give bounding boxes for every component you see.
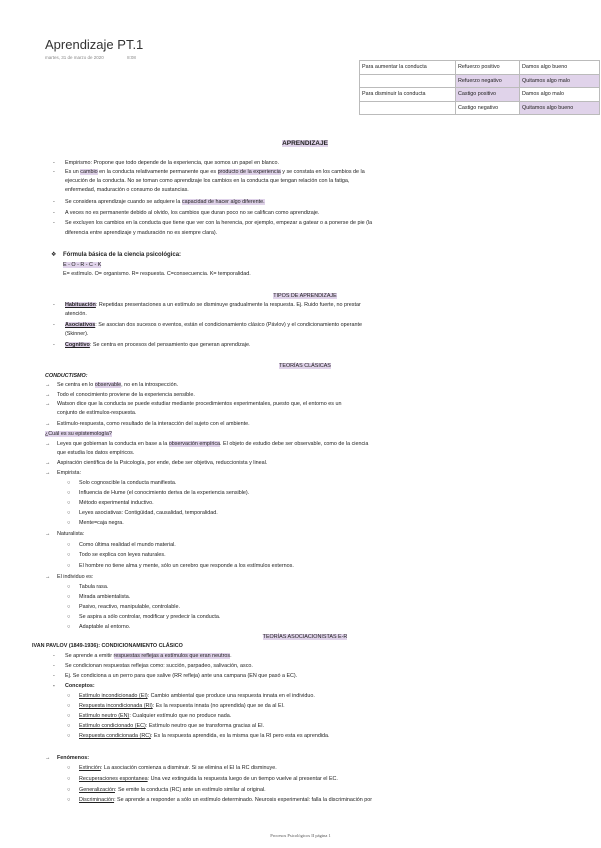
circle-bullet-icon: ○ (67, 693, 71, 699)
table-cell: Damos algo malo (520, 88, 600, 102)
sub-list-item (67, 603, 180, 611)
section-heading-tipos (45, 292, 565, 300)
table-cell: Castigo negativo (456, 101, 520, 115)
list-item (45, 381, 178, 389)
circle-bullet-icon: ○ (67, 584, 71, 590)
term-text: Respuesta incondicionada (RI) (79, 703, 153, 709)
sub-list-item (67, 593, 130, 601)
sub-list-item (67, 692, 315, 700)
item-highlight: observación empírica (168, 441, 221, 447)
arrow-icon: → (45, 470, 51, 476)
item-text: Conceptos: (65, 683, 95, 689)
table-cell: Refuerzo positivo (456, 61, 520, 75)
formula-title (51, 251, 181, 259)
sub-list-item (67, 613, 220, 621)
item-text: en la conducta relativamente permanente que es (97, 169, 218, 175)
item-text: Estímulo-respuesta, como resultado de la interacción del sujeto con el ambiente. (57, 421, 250, 427)
item-text: Leyes que gobiernan la conducta en base a la (57, 441, 169, 447)
item-text: : Se centra en procesos del pensamiento que generan aprendizaje. (89, 342, 251, 348)
sub-list-item (67, 479, 176, 487)
dash-icon: - (53, 653, 55, 659)
item-text: : Cambio ambiental que produce una respuesta innata en el individuo. (147, 693, 315, 699)
term-text: Estímulo neutro (EN) (79, 713, 130, 719)
item-text: Naturalista: (57, 531, 85, 537)
item-text: Ej. Se condiciona a un perro para que salive (RR refleja) ante una campana (EN que pasó a EC). (65, 673, 298, 679)
circle-bullet-icon: ○ (67, 797, 71, 803)
item-text: Se considera aprendizaje cuando se adquiere la (65, 199, 182, 205)
item-highlight: cambio (80, 169, 98, 175)
item-text: Se aspira a sólo controlar, modificar y predecir la conducta. (79, 614, 221, 620)
item-highlight: producto de la experiencia (217, 169, 281, 175)
item-text: : Se emite la conducta (RC) ante un estímulo similar al original. (114, 787, 266, 793)
sub-list-item (67, 623, 130, 631)
item-highlight: observable (94, 382, 122, 388)
dash-icon: - (53, 199, 55, 205)
circle-bullet-icon: ○ (67, 563, 71, 569)
list-item (45, 400, 342, 408)
dash-icon: - (53, 663, 55, 669)
circle-bullet-icon: ○ (67, 542, 71, 548)
circle-bullet-icon: ○ (67, 604, 71, 610)
circle-bullet-icon: ○ (67, 713, 71, 719)
list-item-continued (65, 229, 217, 237)
item-text: : Cualquier estímulo que no produce nada. (129, 713, 232, 719)
circle-bullet-icon: ○ (67, 614, 71, 620)
table-cell: Quitamos algo bueno (520, 101, 600, 115)
item-text: Mirada ambientalista. (79, 594, 131, 600)
arrow-icon: → (45, 441, 51, 447)
dash-icon: - (53, 342, 55, 348)
term-text: Extinción (79, 765, 101, 771)
dash-icon: - (53, 302, 55, 308)
sub-list-item (67, 562, 294, 570)
arrow-icon: → (45, 382, 51, 388)
page-date: martes, 31 de marzo de 2020 (45, 55, 104, 60)
item-text: que estudia los datos empíricos. (57, 450, 135, 456)
table-cell (360, 101, 456, 115)
term-cognitivo: Cognitivo (65, 342, 90, 348)
table-cell: Refuerzo negativo (456, 74, 520, 88)
item-text: conjunto de estímulos-respuesta. (57, 410, 137, 416)
item-text: : Estímulo neutro que se transforma gracias al EI. (145, 723, 265, 729)
item-text: Solo cognoscible la conducta manifiesta. (79, 480, 177, 486)
list-item (53, 672, 297, 680)
sub-list-item (67, 519, 124, 527)
term-habituacion: Habituación (65, 302, 96, 308)
item-text: : Se asocian dos sucesos o eventos, están el condicionamiento clásico (Pávlov) y el condicionamiento operante (95, 322, 362, 328)
arrow-icon: → (45, 401, 51, 407)
sub-list-item (67, 489, 249, 497)
page-time: 8:08 (127, 55, 136, 60)
item-highlight: capacidad de hacer algo diferente. (181, 199, 265, 205)
item-highlight: respuestas reflejas a estímulos que eran neutros (113, 653, 231, 659)
term-asociativos: Asociativos (65, 322, 96, 328)
item-text: Mente=caja negra. (79, 520, 124, 526)
section-heading-clasicas (45, 362, 565, 370)
circle-bullet-icon: ○ (67, 765, 71, 771)
item-text: Tabula rasa. (79, 584, 109, 590)
table-row (360, 74, 600, 88)
conductismo-heading: CONDUCTISMO: (45, 373, 88, 379)
sub-list-item (67, 583, 108, 591)
item-text: A veces no es permanente debido al olvido, los cambios que duran poco no se califican como aprendizaje. (65, 210, 320, 216)
circle-bullet-icon: ○ (67, 510, 71, 516)
term-text: Estímulo incondicionado (EI) (79, 693, 148, 699)
list-item (53, 652, 232, 660)
question-text: ¿Cuál es su epistemología? (45, 431, 112, 437)
circle-bullet-icon: ○ (67, 787, 71, 793)
dash-icon: - (53, 673, 55, 679)
list-item (53, 209, 319, 217)
dash-icon: - (53, 169, 55, 175)
arrow-icon: → (45, 574, 51, 580)
section-heading-aprendizaje (45, 140, 565, 148)
item-text: El individuo es: (57, 574, 94, 580)
dash-icon: - (53, 322, 55, 328)
formula-equation (63, 261, 101, 269)
item-text: Se condicionan respuestas reflejas como: succión, parpadeo, salivación, asco. (65, 663, 253, 669)
item-text: ejecución de la conducta. No se toman como aprendizaje los cambios en la conducta que tengan relación con la fatiga, (65, 178, 350, 184)
term-text: Discriminación (79, 797, 115, 803)
term-text: Estímulo condicionado (EC) (79, 723, 146, 729)
formula-definition (63, 270, 251, 278)
sub-list-item (67, 702, 285, 710)
list-item (45, 754, 89, 762)
list-item-continued (65, 310, 87, 318)
circle-bullet-icon: ○ (67, 723, 71, 729)
sub-list-item (67, 551, 166, 559)
item-text: Aspiración científica de la Psicología, por ende, debe ser objetiva, reduccionista y lineal. (57, 460, 268, 466)
reinforcement-table (359, 60, 600, 115)
list-item (53, 321, 362, 329)
sub-list-item (67, 722, 264, 730)
item-text: Influencia de Hume (el conocimiento deriva de la experiencia sensible). (79, 490, 250, 496)
circle-bullet-icon: ○ (67, 594, 71, 600)
formula-eq-text: E - O - R - C - K (63, 262, 102, 268)
item-text: El hombre no tiene alma y mente, sólo un cerebro que responde a los estímulos externos. (79, 563, 294, 569)
item-text: Pasivo, reactivo, manipulable, controlable. (79, 604, 180, 610)
circle-bullet-icon: ○ (67, 480, 71, 486)
list-item (45, 440, 368, 448)
circle-bullet-icon: ○ (67, 500, 71, 506)
list-item (45, 420, 250, 428)
item-text: : Repetidas presentaciones a un estímulo se disminuye gradualmente la respuesta. Ej. Ruido fuerte, no prestar (95, 302, 361, 308)
sub-list-item (67, 541, 176, 549)
list-item-continued (57, 449, 134, 457)
item-text: Como última realidad el mundo material. (79, 542, 176, 548)
arrow-icon: → (45, 421, 51, 427)
item-text: : Es la respuesta innata (no aprendida) que se da al EI. (152, 703, 285, 709)
circle-bullet-icon: ○ (67, 776, 71, 782)
table-cell: Para disminuir la conducta (360, 88, 456, 102)
circle-bullet-icon: ○ (67, 733, 71, 739)
item-text: : Una vez extinguida la respuesta luego de un tiempo vuelve al presentar el EC. (147, 776, 338, 782)
sub-list-item (67, 732, 330, 740)
list-item (45, 391, 195, 399)
heading-text: TEORÍAS ASOCIACIONISTAS E-R (262, 634, 348, 640)
sub-list-item (67, 775, 338, 783)
item-text: Se centra en lo (57, 382, 95, 388)
list-item (53, 159, 279, 167)
table-row (360, 101, 600, 115)
item-text: Watson dice que la conducta se puede estudiar mediante procedimientos experimentales, puesto que, el entorno es un (57, 401, 342, 407)
dash-icon: - (53, 683, 55, 689)
list-item (53, 341, 251, 349)
list-item (53, 662, 253, 670)
term-text: Respuesta condicionada (RC) (79, 733, 151, 739)
list-item (45, 459, 267, 467)
list-item-continued (65, 177, 349, 185)
item-text: diferencia entre aprendizaje y maduración no es siempre clara). (65, 230, 218, 236)
arrow-icon: → (45, 460, 51, 466)
item-text: Se excluyen los cambios en la conducta que tiene que ver con la herencia, por ejemplo, empezar a gatear o a ponerse de pie (la (65, 220, 373, 226)
item-text: enfermedad, maduración o consumo de sustancias. (65, 187, 189, 193)
list-item (45, 530, 84, 538)
section-heading-asociacionistas (45, 633, 565, 641)
item-text: Se aprende a emitir (65, 653, 114, 659)
item-text: . (230, 653, 232, 659)
item-text: (Skinner). (65, 331, 89, 337)
item-text: Empirista: (57, 470, 81, 476)
circle-bullet-icon: ○ (67, 624, 71, 630)
item-text: Leyes asociativas: Contigüidad, causalidad, temporalidad. (79, 510, 218, 516)
table-cell: Castigo positivo (456, 88, 520, 102)
dash-icon: - (53, 160, 55, 166)
list-item (53, 219, 372, 227)
pavlov-heading: IVAN PAVLOV (1849-1936): CONDICIONAMIENTO CLÁSICO (32, 643, 183, 649)
epistemology-question (45, 430, 112, 438)
page-title: Aprendizaje PT.1 (45, 37, 144, 52)
item-text: : Es la respuesta aprendida, es la misma que la RI pero esta es aprendida. (150, 733, 330, 739)
list-item-continued (65, 186, 189, 194)
table-cell (360, 74, 456, 88)
item-text: . El objeto de estudio debe ser observable, como de la ciencia (220, 441, 369, 447)
list-item-continued (57, 409, 136, 417)
table-cell: Damos algo bueno (520, 61, 600, 75)
page-meta (45, 55, 158, 60)
heading-text: APRENDIZAJE (282, 140, 328, 147)
item-text: Método experimental inductivo. (79, 500, 154, 506)
circle-bullet-icon: ○ (67, 520, 71, 526)
formula-def-text: E= estímulo. O= organismo. R= respuesta. C=consecuencia. K= temporalidad. (63, 271, 251, 277)
item-text: Es un (65, 169, 81, 175)
item-text: Empirismo: Propone que todo depende de la experiencia, que somos un papel en blanco. (65, 160, 279, 166)
sub-list-item (67, 509, 218, 517)
list-item (45, 573, 93, 581)
circle-bullet-icon: ○ (67, 490, 71, 496)
dash-icon: - (53, 220, 55, 226)
term-text: Recuperaciones espontanea (79, 776, 148, 782)
sub-list-item (67, 712, 231, 720)
item-text: : La asociación comienza a disminuir. Si se elimina el EI la RC disminuye. (100, 765, 277, 771)
sub-list-item (67, 786, 266, 794)
list-item (53, 198, 265, 206)
heading-text: TIPOS DE APRENDIZAJE (273, 293, 337, 299)
list-item (45, 469, 81, 477)
item-text: Fenómenos: (57, 755, 90, 761)
circle-bullet-icon: ○ (67, 703, 71, 709)
arrow-icon: → (45, 392, 51, 398)
item-text: : Se aprende a responder a sólo un estímulo determinado. Neurosis experimental: falla la discriminación por (114, 797, 373, 803)
table-row (360, 61, 600, 75)
list-item (53, 168, 365, 176)
item-text: Adaptable al entorno. (79, 624, 131, 630)
item-text: Todo el conocimiento proviene de la experiencia sensible. (57, 392, 195, 398)
arrow-icon: → (45, 531, 51, 537)
diamond-icon: ❖ (51, 252, 57, 258)
arrow-icon: → (45, 755, 51, 761)
item-text: Todo se explica con leyes naturales. (79, 552, 166, 558)
sub-list-item (67, 499, 154, 507)
heading-text: TEORÍAS CLÁSICAS (279, 363, 331, 369)
list-item-continued (65, 330, 88, 338)
term-text: Generalización (79, 787, 115, 793)
list-item (53, 301, 361, 309)
item-text: atención. (65, 311, 87, 317)
dash-icon: - (53, 210, 55, 216)
sub-list-item (67, 796, 372, 804)
list-item (53, 682, 95, 690)
sub-list-item (67, 764, 277, 772)
table-row (360, 88, 600, 102)
page-footer: Procesos Psicológicos II página 1 (270, 833, 331, 838)
table-cell: Para aumentar la conducta (360, 61, 456, 75)
table-cell: Quitamos algo malo (520, 74, 600, 88)
formula-title-text: Fórmula básica de la ciencia psicológica: (63, 252, 182, 258)
circle-bullet-icon: ○ (67, 552, 71, 558)
item-text: y se constata en los cambios de la (280, 169, 365, 175)
item-text: , no en la introspección. (121, 382, 179, 388)
